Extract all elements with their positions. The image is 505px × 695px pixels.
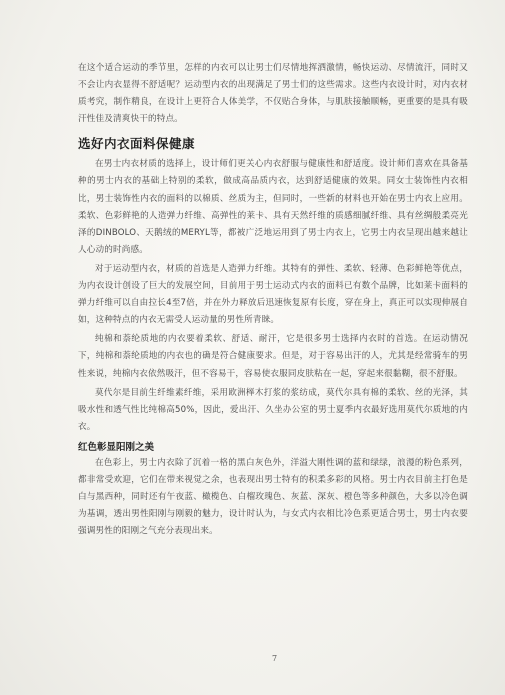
fabric-paragraph-1: 在男士内衣材质的选择上，设计师们更关心内衣舒服与健康性和舒适度。设计师们喜欢在具备基种的男士内衣的基础上特别的柔软，做成高品质内衣，达到舒适健康的效果。同女士装饰性内衣相比，男士装饰性内衣的面料的以棉质、丝质为主，但同时，一些新的材料也开始在男士内衣上应用。柔软、色彩鲜艳的人造弹力纤维、高弹性的莱卡、具有天然纤维的质感细腻纤维、具有丝绸般柔亮光泽的DINBOLO、天鹅绒的MERYL等，都被广泛地运用到了男士内衣上，它男士内衣呈现出越来越让人心动的时尚感。 — [78, 159, 468, 255]
document-body — [78, 60, 468, 540]
fabric-paragraph-4: 莫代尔是目前生纤维素纤维，采用欧洲榉木打浆的浆纺成，莫代尔具有棉的柔软、丝的光泽，其吸水性和透气性比纯棉高50%，因此，爱出汗、久坐办公室的男士夏季内衣最好选用莫代尔质地的内衣。 — [78, 387, 468, 432]
intro-paragraph: 在这个适合运动的季节里，怎样的内衣可以让男士们尽情地挥洒激情，畅快运动、尽情流汗，同时又不会让内衣显得不舒适呢？运动型内衣的出现满足了男士们的这些需求。这些内衣设计时，对内衣材质考究，制作精良，在设计上更符合人体美学，不仅贴合身体，与肌肤接触顺畅，更重要的是具有吸汗性佳及清爽快干的特点。 — [78, 63, 468, 125]
section-heading-fabric: 选好内衣面料保健康 — [78, 136, 196, 152]
fabric-paragraph-3: 纯棉和萘纶质地的内衣要着柔软、舒适、耐汗，它是很多男士选择内衣时的首选。在运动情况下，纯棉和萘纶质地的内衣也的确是符合健康要求。但是，对于容易出汗的人，尤其是经常骑车的男性来说，纯棉内衣依然吸汗，但不容易干，容易使衣服同皮肤粘在一起，穿起来很黏糊，很不舒服。 — [78, 334, 468, 379]
fabric-paragraph-2: 对于运动型内衣，材质的首选是人造弹力纤维。其特有的弹性、柔软、轻薄、色彩鲜艳等优点，为内衣设计创设了巨大的发展空间，目前用于男士运动式内衣的面料已有数个品牌，比如莱卡面料的弹力纤维可以自由拉长4至7倍，并在外力释放后迅速恢复原有长度，穿在身上，真正可以实现伸展自如，这种特点的内衣无需受人运动量的男性所青睐。 — [78, 263, 468, 326]
color-paragraph-1: 在色彩上，男士内衣除了沉着一格的黑白灰色外，洋溢大刚性调的蓝和绿绿，浪漫的粉色系列，都非常受欢迎，它们在带来视觉之余，也表现出男士特有的积柔多彩的风格。男士内衣目前主打色是白与黑西种，同时还有午夜蓝、橄榄色、白榴玫瑰色、灰蓝、深灰、橙色等多种颜色，大多以冷色调为基调，透出男性阳刚与刚毅的魅力，设计时认为，与女式内衣相比冷色系更适合男士，男士内衣要强调男性的阳刚之气充分表现出来。 — [78, 457, 468, 537]
section-heading-color: 红色彰显阳刚之美 — [78, 441, 155, 453]
page-number: 7 — [272, 654, 278, 663]
